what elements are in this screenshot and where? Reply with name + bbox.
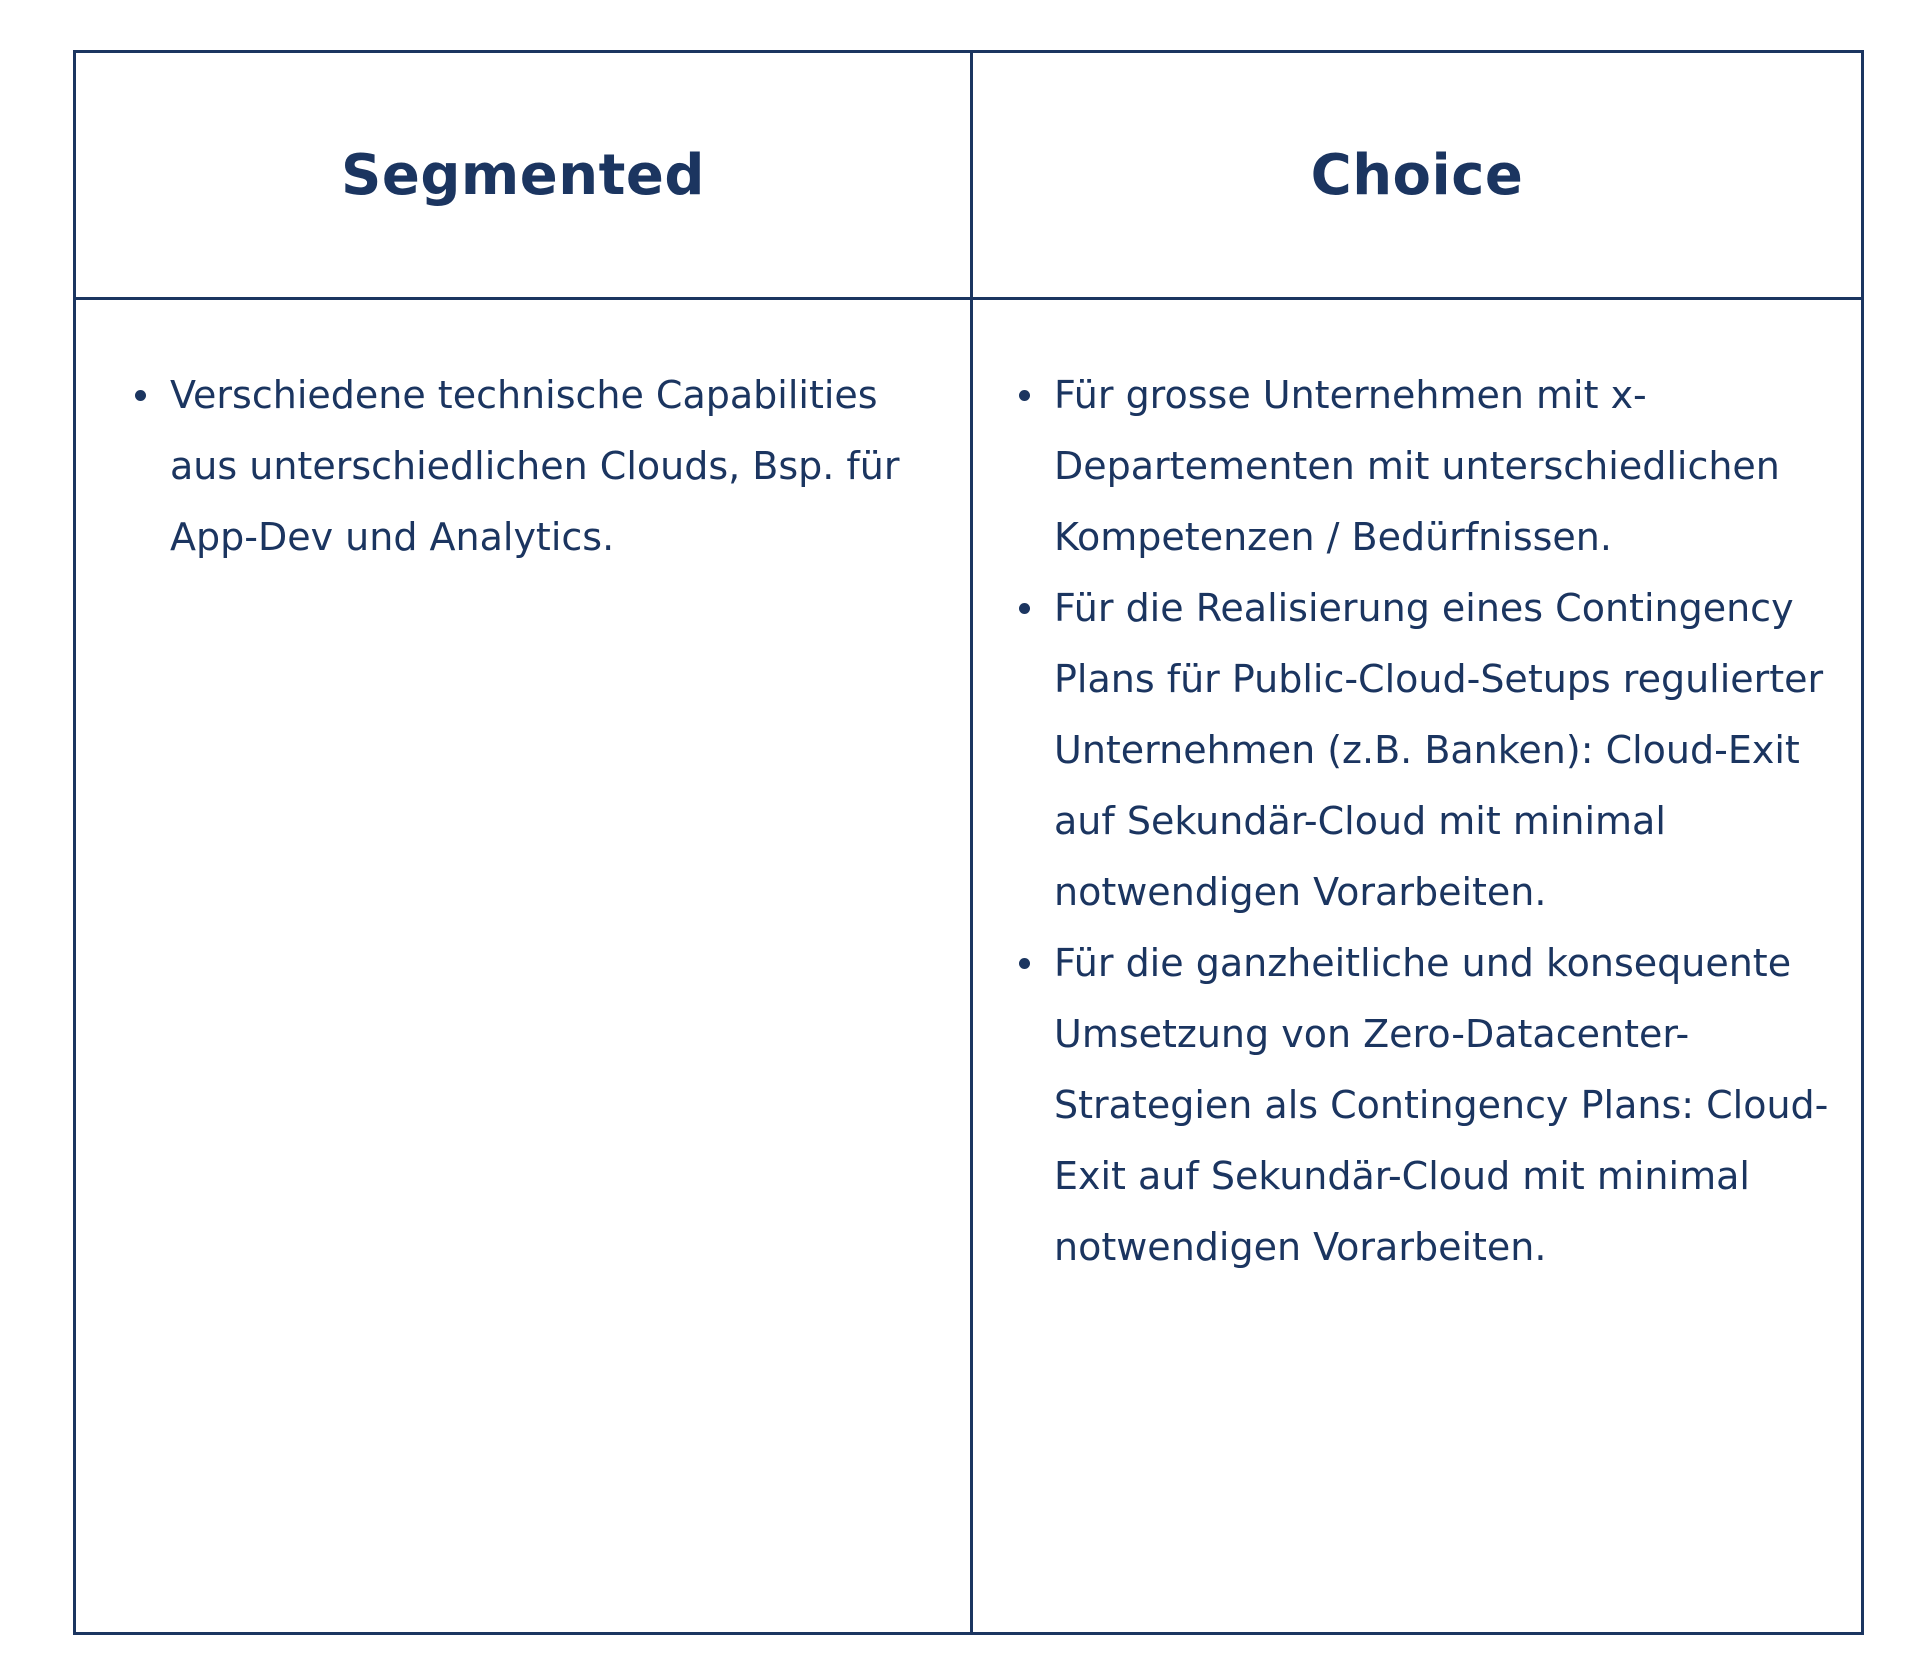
header-choice: Choice — [1310, 142, 1524, 208]
choice-bullet-list — [1018, 360, 1848, 1283]
list-item: Verschiedene technische Capabilities aus unterschiedlichen Clouds, Bsp. für App-Dev und Analytics. — [124, 360, 954, 573]
segmented-cell — [124, 300, 954, 573]
list-item: Für die Realisierung eines Contingency Plans für Public-Cloud-Setups regulierter Unternehmen (z.B. Banken): Cloud-Exit auf Sekundär-Cloud mit minimal notwendigen Vorarbeiten. — [1018, 573, 1848, 928]
list-item: Für die ganzheitliche und konsequente Umsetzung von Zero-Datacenter-Strategien als Contingency Plans: Cloud-Exit auf Sekundär-Cloud mit minimal notwendigen Vorarbeiten. — [1018, 928, 1848, 1283]
choice-cell — [1018, 300, 1848, 1283]
comparison-table — [73, 50, 1864, 1635]
segmented-bullet-list — [124, 360, 954, 573]
list-item: Für grosse Unternehmen mit x-Departementen mit unterschiedlichen Kompetenzen / Bedürfnissen. — [1018, 360, 1848, 573]
header-segmented: Segmented — [341, 142, 705, 208]
